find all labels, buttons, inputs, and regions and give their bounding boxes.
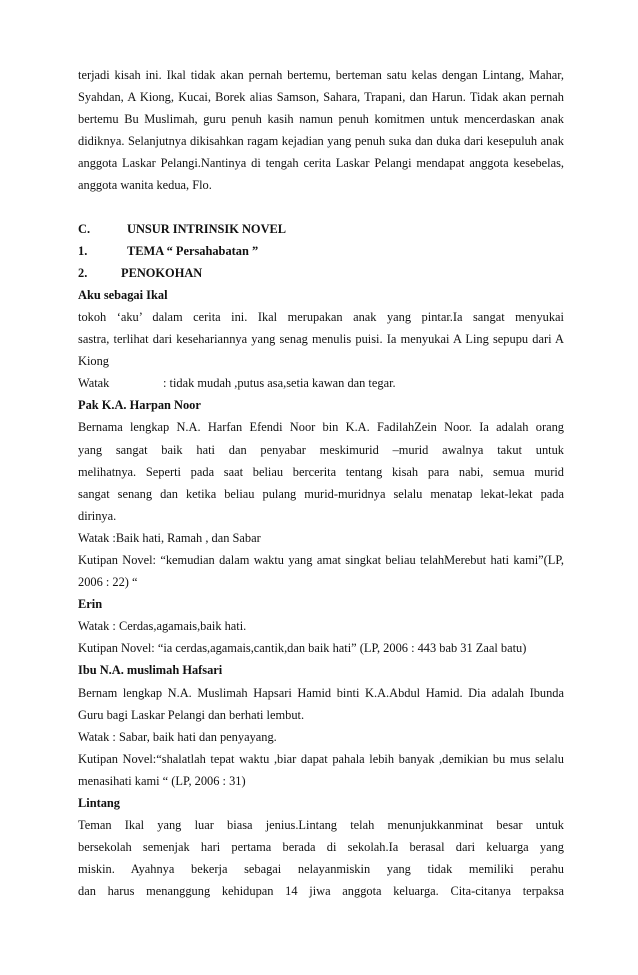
kutipan-line: Kutipan Novel: “kemudian dalam waktu yang amat singkat beliau telahMerebut hati kami”(LP,: [78, 552, 564, 567]
watak-line: Watak : Cerdas,agamais,baik hati.: [78, 619, 247, 634]
character-heading: Lintang: [78, 796, 121, 810]
paragraph-line: bertemu Bu Muslimah, guru penuh kasih namun penuh komitmen untuk mencerdaskan anak: [78, 112, 564, 127]
paragraph-line: melihatnya. Seperti pada saat beliau bercerita tentang kisah para nabi, semua murid: [78, 464, 564, 479]
character-erin: [78, 593, 564, 659]
intro-paragraph: [78, 64, 564, 197]
paragraph-line: dirinya.: [78, 508, 117, 523]
kutipan-line: 2006 : 22) “: [78, 575, 138, 590]
character-heading: Ibu N.A. muslimah Hafsari: [78, 663, 223, 678]
character-heading: Aku sebagai Ikal: [78, 287, 168, 302]
paragraph-line: Syahdan, A Kiong, Kucai, Borek alias Samson, Sahara, Trapani, dan Harun. Tidak akan pernah: [78, 90, 564, 105]
character-muslimah: [78, 659, 564, 792]
item-text: PENOKOHAN: [121, 265, 203, 280]
paragraph-line: Teman Ikal yang luar biasa jenius.Lintang telah menunjukkanminat besar untuk: [78, 818, 564, 833]
paragraph-line: yang sangat baik hati dan penyabar meskimurid –murid awalnya takut untuk: [78, 442, 564, 457]
paragraph-line: Guru bagi Laskar Pelangi dan berhati lembut.: [78, 707, 305, 722]
numbered-item: [78, 240, 564, 262]
character-heading: Pak K.A. Harpan Noor: [78, 398, 201, 413]
character-heading: Erin: [78, 597, 103, 612]
watak-line: Watak : Sabar, baik hati dan penyayang.: [78, 729, 277, 744]
paragraph-line: Kiong: [78, 354, 109, 369]
numbered-item: [78, 262, 564, 284]
paragraph-line: terjadi kisah ini. Ikal tidak akan pernah bertemu, berteman satu kelas dengan Lintang, Mahar,: [78, 68, 564, 82]
section-title: UNSUR INTRINSIK NOVEL: [127, 221, 287, 236]
paragraph-line: Bernam lengkap N.A. Muslimah Hapsari Hamid binti K.A.Abdul Hamid. Dia adalah Ibunda: [78, 685, 564, 700]
watak-line: Watak :Baik hati, Ramah , dan Sabar: [78, 530, 261, 545]
section-heading: [78, 218, 564, 240]
paragraph-line: didiknya. Selanjutnya dikisahkan ragam kejadian yang penuh suka dan duka dari kesepuluh anak: [78, 134, 564, 149]
paragraph-line: dan harus menanggung kehidupan 14 jiwa anggota keluarga. Cita-citanya terpaksa: [78, 884, 564, 899]
paragraph-line: sangat senang dan ketika beliau pulang murid-muridnya selalu menatap lekat-lekat pada: [78, 486, 564, 501]
paragraph-line: miskin. Ayahnya bekerja sebagai nelayanmiskin yang tidak memiliki perahu: [78, 862, 564, 877]
item-number: 1.: [78, 243, 88, 258]
watak-label: Watak: [78, 376, 110, 391]
paragraph-line: sastra, terlihat dari kesehariannya yang senag menulis puisi. Ia menyukai A Ling sepupu dari A: [78, 332, 564, 347]
document-body: [78, 64, 564, 902]
paragraph-line: tokoh ‘aku’ dalam cerita ini. Ikal merupakan anak yang pintar.Ia sangat menyukai: [78, 309, 564, 324]
item-number: 2.: [78, 265, 88, 280]
kutipan-line: Kutipan Novel:“shalatlah tepat waktu ,biar dapat pahala lebih banyak ,demikian bu mus selalu: [78, 751, 564, 766]
paragraph-line: anggota Laskar Pelangi.Nantinya di tengah cerita Laskar Pelangi mendapat anggota kesebelas,: [78, 156, 564, 171]
kutipan-line: menasihati kami “ (LP, 2006 : 31): [78, 773, 246, 788]
character-lintang: [78, 792, 564, 902]
watak-line: [78, 372, 564, 394]
kutipan-line: Kutipan Novel: “ia cerdas,agamais,cantik,dan baik hati” (LP, 2006 : 443 bab 31 Zaal batu): [78, 641, 527, 656]
section-letter: C.: [78, 221, 91, 236]
paragraph-line: bersekolah semenjak hari pertama berada di sekolah.Ia berasal dari keluarga yang: [78, 840, 564, 855]
paragraph-line: Bernama lengkap N.A. Harfan Efendi Noor bin K.A. FadilahZein Noor. Ia adalah orang: [78, 420, 564, 435]
item-text: TEMA “ Persahabatan ”: [127, 243, 259, 258]
character-harfan: [78, 394, 564, 593]
paragraph-line: anggota wanita kedua, Flo.: [78, 178, 212, 193]
character-ikal: [78, 284, 564, 394]
watak-value: : tidak mudah ,putus asa,setia kawan dan tegar.: [163, 376, 396, 391]
